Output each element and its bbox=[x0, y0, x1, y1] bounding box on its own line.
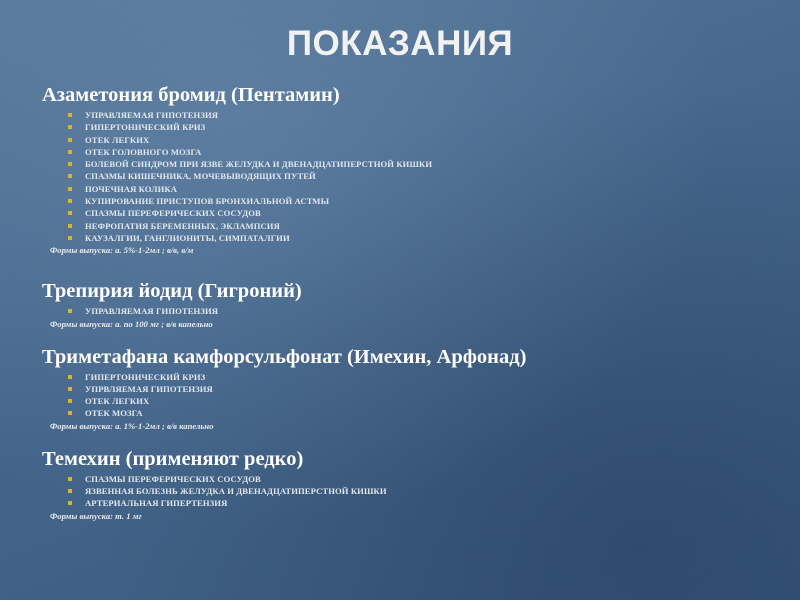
release-forms: Формы выпуска: а. 1%-1-2мл ; в/в капельно bbox=[50, 420, 214, 431]
list-item: ОТЕК ЛЕГКИХ bbox=[85, 395, 782, 407]
square-bullet-icon bbox=[68, 309, 72, 313]
square-bullet-icon bbox=[68, 489, 72, 493]
section-heading: Триметафана камфорсульфонат (Имехин, Арфонад) bbox=[42, 345, 527, 368]
square-bullet-icon bbox=[68, 236, 72, 240]
list-item: БОЛЕВОЙ СИНДРОМ ПРИ ЯЗВЕ ЖЕЛУДКА И ДВЕНАДЦАТИПЕРСТНОЙ КИШКИ bbox=[85, 158, 782, 170]
indication-list bbox=[42, 473, 782, 510]
section-trepirium bbox=[42, 278, 782, 329]
section-trimethaphan bbox=[42, 344, 782, 432]
square-bullet-icon bbox=[68, 150, 72, 154]
indication-list bbox=[42, 109, 782, 244]
list-item: ПОЧЕЧНАЯ КОЛИКА bbox=[85, 183, 782, 195]
list-item: КАУЗАЛГИИ, ГАНГЛИОНИТЫ, СИМПАТАЛГИИ bbox=[85, 232, 782, 244]
square-bullet-icon bbox=[68, 113, 72, 117]
list-item: ЯЗВЕННАЯ БОЛЕЗНЬ ЖЕЛУДКА И ДВЕНАДЦАТИПЕРСТНОЙ КИШКИ bbox=[85, 485, 782, 497]
release-forms: Формы выпуска: т. 1 мг bbox=[50, 510, 142, 521]
list-item: ОТЕК МОЗГА bbox=[85, 407, 782, 419]
list-item: СПАЗМЫ ПЕРЕФЕРИЧЕСКИХ СОСУДОВ bbox=[85, 207, 782, 219]
list-item: КУПИРОВАНИЕ ПРИСТУПОВ БРОНХИАЛЬНОЙ АСТМЫ bbox=[85, 195, 782, 207]
square-bullet-icon bbox=[68, 187, 72, 191]
square-bullet-icon bbox=[68, 199, 72, 203]
list-item: НЕФРОПАТИЯ БЕРЕМЕННЫХ, ЭКЛАМПСИЯ bbox=[85, 220, 782, 232]
indication-list bbox=[42, 305, 782, 317]
square-bullet-icon bbox=[68, 399, 72, 403]
list-item: ОТЕК ЛЕГКИХ bbox=[85, 134, 782, 146]
square-bullet-icon bbox=[68, 375, 72, 379]
square-bullet-icon bbox=[68, 138, 72, 142]
section-azamethonium bbox=[42, 82, 782, 256]
list-item: СПАЗМЫ КИШЕЧНИКА, МОЧЕВЫВОДЯЩИХ ПУТЕЙ bbox=[85, 170, 782, 182]
square-bullet-icon bbox=[68, 211, 72, 215]
list-item: СПАЗМЫ ПЕРЕФЕРИЧЕСКИХ СОСУДОВ bbox=[85, 473, 782, 485]
list-item: АРТЕРИАЛЬНАЯ ГИПЕРТЕНЗИЯ bbox=[85, 497, 782, 509]
indication-list bbox=[42, 371, 782, 420]
square-bullet-icon bbox=[68, 162, 72, 166]
section-heading: Азаметония бромид (Пентамин) bbox=[42, 84, 340, 106]
square-bullet-icon bbox=[68, 387, 72, 391]
release-forms: Формы выпуска: а. 5%-1-2мл ; в/в, в/м bbox=[50, 245, 194, 256]
slide-content bbox=[42, 82, 782, 522]
square-bullet-icon bbox=[68, 411, 72, 415]
list-item: ГИПЕРТОНИЧЕСКИЙ КРИЗ bbox=[85, 121, 782, 133]
list-item: ОТЕК ГОЛОВНОГО МОЗГА bbox=[85, 146, 782, 158]
square-bullet-icon bbox=[68, 477, 72, 481]
section-temekhin bbox=[42, 446, 782, 522]
slide-title: ПОКАЗАНИЯ bbox=[286, 24, 514, 63]
section-heading: Темехин (применяют редко) bbox=[42, 447, 304, 470]
square-bullet-icon bbox=[68, 125, 72, 129]
section-heading: Трепирия йодид (Гигроний) bbox=[42, 280, 302, 303]
list-item: УПРАВЛЯЕМАЯ ГИПОТЕНЗИЯ bbox=[85, 109, 782, 121]
square-bullet-icon bbox=[68, 174, 72, 178]
list-item: УПРАВЛЯЕМАЯ ГИПОТЕНЗИЯ bbox=[85, 305, 782, 317]
square-bullet-icon bbox=[68, 501, 72, 505]
list-item: ГИПЕРТОНИЧЕСКИЙ КРИЗ bbox=[85, 371, 782, 383]
square-bullet-icon bbox=[68, 224, 72, 228]
list-item: УПРВЛЯЕМАЯ ГИПОТЕНЗИЯ bbox=[85, 383, 782, 395]
release-forms: Формы выпуска: а. по 100 мг ; в/в капельно bbox=[50, 318, 213, 329]
